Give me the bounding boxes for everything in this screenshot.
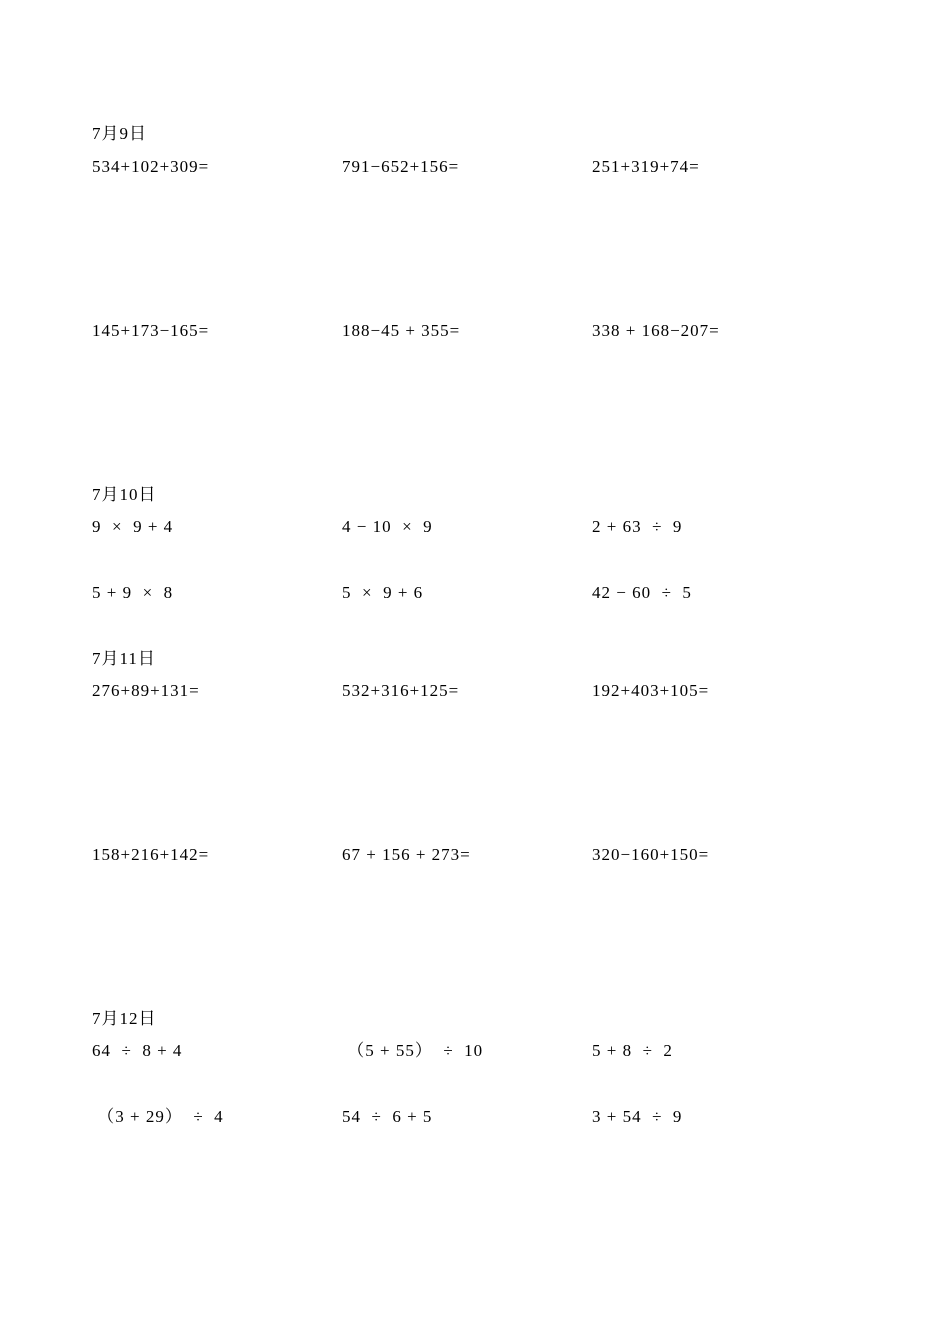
problem: 54 ÷ 6 + 5 [342,1107,433,1126]
problem: 5 × 9 + 6 [342,583,424,602]
section-date: 7月11日 [92,649,156,668]
problem: 4 − 10 × 9 [342,517,433,536]
problem: （3 + 29） ÷ 4 [92,1107,224,1126]
problem: 791−652+156= [342,157,460,176]
problem: 3 + 54 ÷ 9 [592,1107,683,1126]
problem: 2 + 63 ÷ 9 [592,517,683,536]
problem: 534+102+309= [92,157,210,176]
section-date: 7月9日 [92,124,147,143]
problem: 64 ÷ 8 + 4 [92,1041,183,1060]
problem: 67 + 156 + 273= [342,845,471,864]
problem: 532+316+125= [342,681,460,700]
problem: 276+89+131= [92,681,200,700]
problem: 158+216+142= [92,845,210,864]
section-date: 7月12日 [92,1009,157,1028]
problem: 5 + 9 × 8 [92,583,174,602]
problem: 192+403+105= [592,681,710,700]
problem: 188−45 + 355= [342,321,461,340]
problem: 338 + 168−207= [592,321,720,340]
problem: 5 + 8 ÷ 2 [592,1041,673,1060]
problem: 251+319+74= [592,157,700,176]
section-date: 7月10日 [92,485,157,504]
problem: 320−160+150= [592,845,710,864]
problem: 42 − 60 ÷ 5 [592,583,692,602]
problem: 9 × 9 + 4 [92,517,174,536]
problem: 145+173−165= [92,321,210,340]
problem: （5 + 55） ÷ 10 [342,1041,484,1060]
